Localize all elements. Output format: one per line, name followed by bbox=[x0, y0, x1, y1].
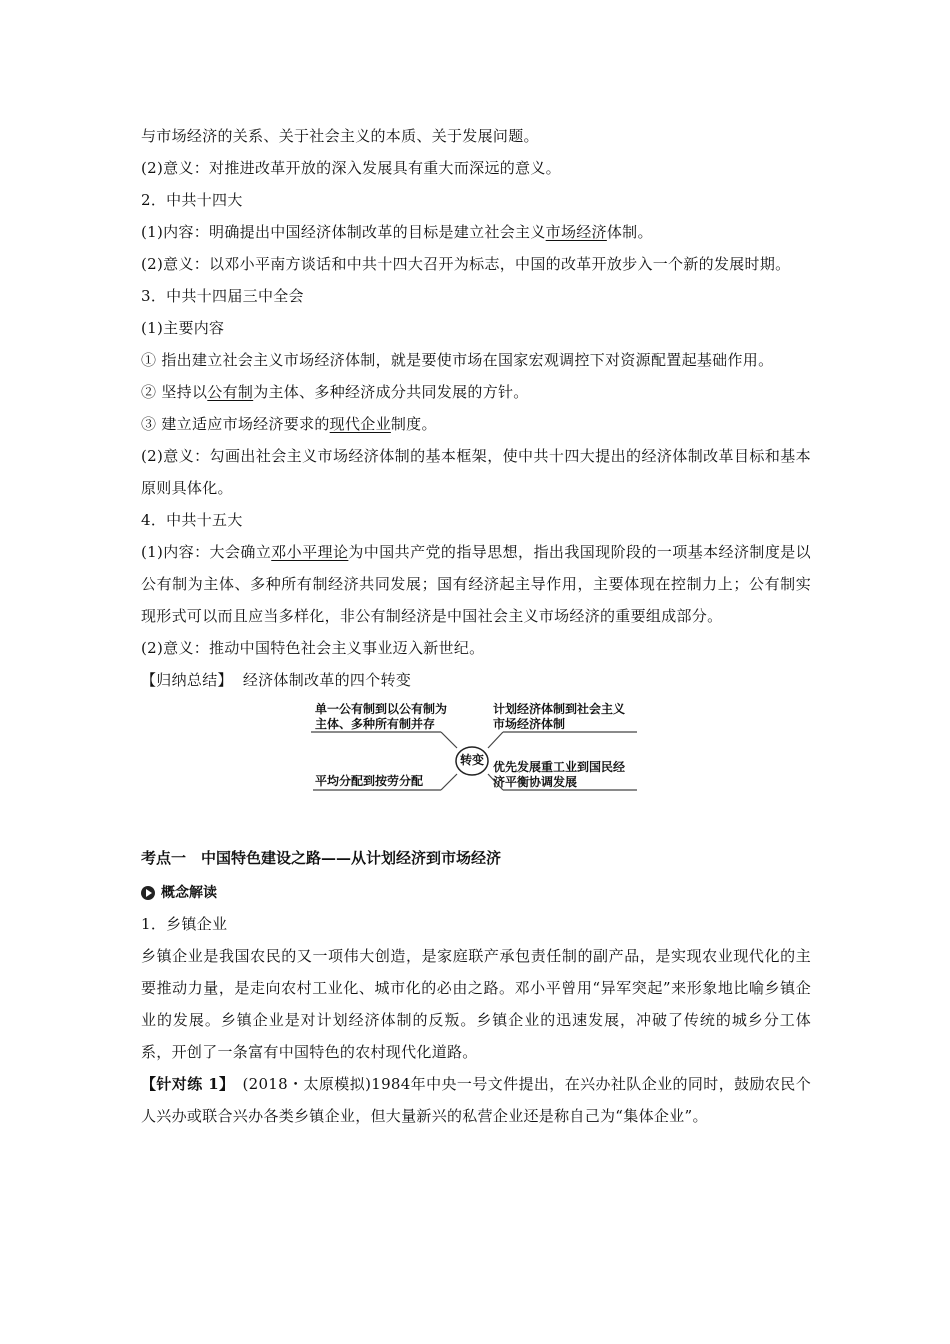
diagram-top-left-line-1: 单一公有制到以公有制为 bbox=[315, 702, 448, 716]
heading-item-3: 3．中共十四届三中全会 bbox=[141, 287, 304, 305]
diagram-top-right-line-1: 计划经济体制到社会主义 bbox=[493, 702, 626, 716]
text-line bbox=[141, 376, 811, 408]
summary-text: 经济体制改革的四个转变 bbox=[242, 671, 412, 689]
heading-item-2: 2．中共十四大 bbox=[141, 191, 243, 209]
diagram-bottom-left: 平均分配到按劳分配 bbox=[315, 774, 424, 788]
item-title: 1．乡镇企业 bbox=[141, 915, 228, 933]
text-span: (1)内容：明确提出中国经济体制改革的目标是建立社会主义 bbox=[141, 223, 546, 241]
text-line: (2)意义：推动中国特色社会主义事业迈入新世纪。 bbox=[141, 639, 485, 657]
play-circle-icon bbox=[141, 886, 155, 900]
heading-item-4: 4．中共十五大 bbox=[141, 511, 243, 529]
text-line: 与市场经济的关系、关于社会主义的本质、关于发展问题。 bbox=[141, 127, 539, 145]
document-page bbox=[141, 120, 811, 1132]
paragraph: (2)意义：以邓小平南方谈话和中共十四大召开为标志，中国的改革开放步入一个新的发展时期。 bbox=[141, 255, 791, 273]
text-span: (1)内容：大会确立 bbox=[141, 543, 272, 561]
text-line: (2)意义：对推进改革开放的深入发展具有重大而深远的意义。 bbox=[141, 159, 561, 177]
diagram-center-label: 转变 bbox=[460, 753, 485, 767]
summary-heading bbox=[141, 664, 811, 696]
diagram-bottom-right-line-1: 优先发展重工业到国民经 bbox=[493, 760, 626, 774]
concept-heading bbox=[141, 878, 811, 908]
underlined-term: 市场经济 bbox=[545, 223, 607, 241]
summary-tag: 【归纳总结】 bbox=[141, 671, 233, 689]
paragraph bbox=[141, 536, 811, 632]
text-line bbox=[141, 216, 811, 248]
paragraph: ① 指出建立社会主义市场经济体制，就是要使市场在国家宏观调控下对资源配置起基础作用。 bbox=[141, 351, 774, 369]
section-title: 考点一 中国特色建设之路——从计划经济到市场经济 bbox=[141, 849, 502, 867]
exercise-paragraph bbox=[141, 1068, 811, 1132]
text-span: 体制。 bbox=[606, 223, 653, 241]
text-line bbox=[141, 408, 811, 440]
underlined-term: 邓小平理论 bbox=[271, 543, 349, 561]
text-span: 制度。 bbox=[390, 415, 437, 433]
underlined-term: 现代企业 bbox=[329, 415, 391, 433]
underlined-term: 公有制 bbox=[207, 383, 254, 401]
text-span: ③ 建立适应市场经济要求的 bbox=[141, 415, 330, 433]
paragraph: 乡镇企业是我国农民的又一项伟大创造，是家庭联产承包责任制的副产品，是实现农业现代化的主要推动力量，是走向农村工业化、城市化的必由之路。邓小平曾用“异军突起”来形象地比喻乡镇企业的发展。乡镇企业是对计划经济体制的反叛。乡镇企业的迅速发展，冲破了传统的城乡分工体系，开创了一条富有中国特色的农村现代化道路。 bbox=[141, 947, 811, 1061]
transformation-diagram bbox=[141, 696, 811, 824]
text-span: 为中国共产党的指导思想，指出我国现阶段的一项基本经济制度是以公有制为主体、多种所有制经济共同发展；国有经济起主导作用，主要体现在控制力上；公有制实现形式可以而且应当多样化，非公有制经济是中国社会主义市场经济的重要组成部分。 bbox=[141, 543, 811, 625]
text-span: ② 坚持以 bbox=[141, 383, 208, 401]
diagram-bottom-right-line-2: 济平衡协调发展 bbox=[493, 775, 578, 789]
concept-label: 概念解读 bbox=[161, 885, 217, 901]
text-line: (1)主要内容 bbox=[141, 319, 225, 337]
exercise-tag: 【针对练 1】 bbox=[141, 1075, 235, 1093]
diagram-top-right-line-2: 市场经济体制 bbox=[493, 717, 566, 731]
exercise-text: (2018・太原模拟)1984年中央一号文件提出，在兴办社队企业的同时，鼓励农民个人兴办或联合兴办各类乡镇企业，但大量新兴的私营企业还是称自己为“集体企业”。 bbox=[141, 1075, 812, 1125]
diagram-top-left-line-2: 主体、多种所有制并存 bbox=[315, 717, 436, 731]
text-span: 为主体、多种经济成分共同发展的方针。 bbox=[253, 383, 529, 401]
paragraph: (2)意义：勾画出社会主义市场经济体制的基本框架，使中共十四大提出的经济体制改革目标和基本原则具体化。 bbox=[141, 447, 811, 497]
